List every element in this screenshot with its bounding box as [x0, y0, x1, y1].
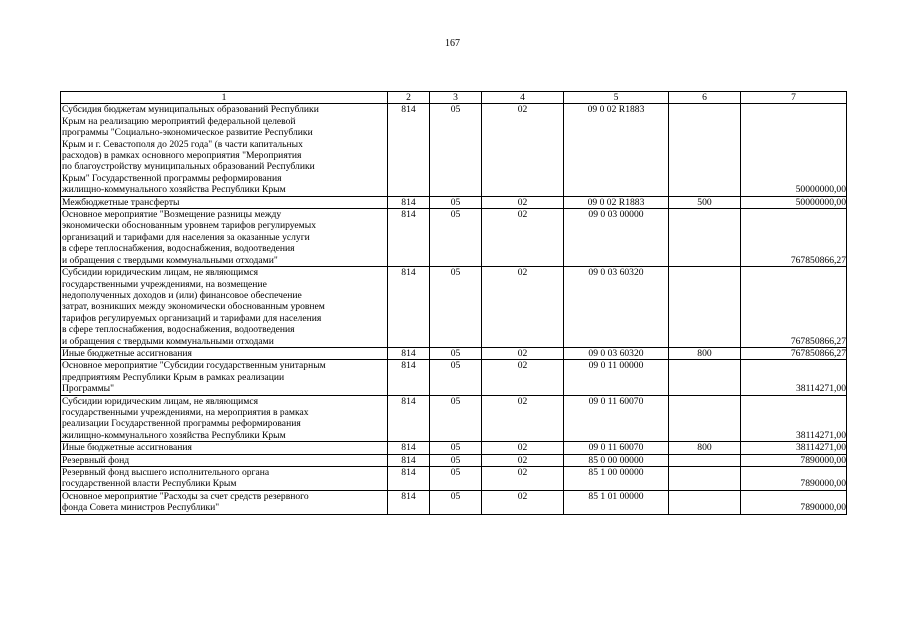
ministry-code-cell: 814: [388, 490, 430, 514]
ministry-code-cell: 814: [388, 104, 430, 196]
target-article-cell: 85 0 00 00000: [564, 454, 669, 466]
expense-type-cell: 500: [669, 196, 741, 208]
target-article-cell: 09 0 11 60070: [564, 395, 669, 442]
expense-name-line: в сфере теплоснабжения, водоснабжения, водоотведения: [62, 324, 295, 336]
expense-name-line: Иные бюджетные ассигнования: [62, 347, 192, 359]
section-code-cell: 05: [430, 104, 482, 196]
expense-name-line: государственными учреждениями, на возмещение: [62, 278, 267, 290]
target-article-cell: 09 0 02 R1883: [564, 196, 669, 208]
expense-type-cell: [669, 454, 741, 466]
subsection-code-cell: 02: [482, 104, 564, 196]
expense-name-line: реализации Государственной программы реформирования: [62, 418, 301, 430]
expense-name-line: программы "Социально-экономическое развитие Республики: [62, 127, 313, 139]
ministry-code-cell: 814: [388, 454, 430, 466]
ministry-code-cell: 814: [388, 347, 430, 359]
expense-name-line: в сфере теплоснабжения, водоснабжения, водоотведения: [62, 243, 295, 255]
amount-cell: 7890000,00: [741, 467, 847, 491]
amount-cell: 38114271,00: [741, 360, 847, 395]
expense-name-line: Резервный фонд: [62, 454, 130, 466]
amount-cell: 767850866,27: [741, 347, 847, 359]
expense-name-line: Крым на реализацию мероприятий федеральной целевой: [62, 115, 296, 127]
ministry-code-cell: 814: [388, 442, 430, 454]
expense-type-cell: 800: [669, 442, 741, 454]
expense-name-line: расходов) в рамках основного мероприятия "Мероприятия: [62, 150, 302, 162]
subsection-code-cell: 02: [482, 454, 564, 466]
table-row: [61, 347, 847, 359]
amount-cell: 50000000,00: [741, 104, 847, 196]
page-number: 167: [445, 38, 460, 49]
ministry-code-cell: 814: [388, 360, 430, 395]
subsection-code-cell: 02: [482, 347, 564, 359]
table-row: [61, 454, 847, 466]
budget-table: [60, 91, 847, 515]
amount-cell: 50000000,00: [741, 196, 847, 208]
amount-cell: 767850866,27: [741, 209, 847, 267]
target-article-cell: 09 0 02 R1883: [564, 104, 669, 196]
expense-type-cell: 800: [669, 347, 741, 359]
section-code-cell: 05: [430, 196, 482, 208]
expense-name-line: Межбюджетные трансферты: [62, 196, 180, 208]
expense-name-line: Основное мероприятие "Субсидии государственным унитарным: [62, 360, 326, 372]
section-code-cell: 05: [430, 209, 482, 267]
table-row: [61, 490, 847, 514]
subsection-code-cell: 02: [482, 467, 564, 491]
table-row: [61, 267, 847, 348]
expense-name-line: и обращения с твердыми коммунальными отходами: [62, 335, 274, 347]
subsection-code-cell: 02: [482, 209, 564, 267]
column-header: 6: [669, 92, 741, 104]
table-row: [61, 104, 847, 196]
table-row: [61, 467, 847, 491]
ministry-code-cell: 814: [388, 267, 430, 348]
expense-type-cell: [669, 267, 741, 348]
expense-type-cell: [669, 360, 741, 395]
column-header: 3: [430, 92, 482, 104]
expense-name-line: государственными учреждениями, на мероприятия в рамках: [62, 406, 309, 418]
section-code-cell: 05: [430, 360, 482, 395]
column-header: 5: [564, 92, 669, 104]
expense-name-line: жилищно-коммунального хозяйства Республики Крым: [62, 184, 286, 196]
amount-cell: 7890000,00: [741, 490, 847, 514]
expense-name-cell: [61, 490, 388, 514]
expense-name-line: государственной власти Республики Крым: [62, 478, 237, 490]
expense-name-line: и обращения с твердыми коммунальными отходами": [62, 254, 278, 266]
expense-type-cell: [669, 490, 741, 514]
column-header: 4: [482, 92, 564, 104]
subsection-code-cell: 02: [482, 490, 564, 514]
expense-name-line: фонда Совета министров Республики": [62, 502, 220, 514]
expense-name-cell: [61, 196, 388, 208]
section-code-cell: 05: [430, 467, 482, 491]
table-row: [61, 360, 847, 395]
ministry-code-cell: 814: [388, 467, 430, 491]
target-article-cell: 09 0 03 00000: [564, 209, 669, 267]
section-code-cell: 05: [430, 454, 482, 466]
target-article-cell: 09 0 03 60320: [564, 267, 669, 348]
amount-cell: 767850866,27: [741, 267, 847, 348]
expense-name-line: жилищно-коммунального хозяйства Республики Крым: [62, 429, 286, 441]
section-code-cell: 05: [430, 490, 482, 514]
expense-name-line: по благоустройству муниципальных образований Республики: [62, 161, 315, 173]
expense-name-line: Программы": [62, 383, 115, 395]
expense-name-cell: [61, 209, 388, 267]
table-row: [61, 442, 847, 454]
amount-cell: 7890000,00: [741, 454, 847, 466]
table-row: [61, 196, 847, 208]
column-header: 2: [388, 92, 430, 104]
expense-name-cell: [61, 442, 388, 454]
section-code-cell: 05: [430, 267, 482, 348]
ministry-code-cell: 814: [388, 395, 430, 442]
amount-cell: 38114271,00: [741, 395, 847, 442]
expense-name-cell: [61, 467, 388, 491]
expense-name-line: Основное мероприятие "Возмещение разницы между: [62, 209, 282, 221]
expense-name-line: Крым и г. Севастополя до 2025 года" (в части капитальных: [62, 138, 303, 150]
expense-name-line: Субсидии юридическим лицам, не являющимся: [62, 267, 259, 279]
header-row: [61, 92, 847, 104]
section-code-cell: 05: [430, 395, 482, 442]
subsection-code-cell: 02: [482, 267, 564, 348]
expense-name-line: экономически обоснованным уровнем тарифов регулируемых: [62, 220, 316, 232]
expense-type-cell: [669, 104, 741, 196]
subsection-code-cell: 02: [482, 442, 564, 454]
subsection-code-cell: 02: [482, 196, 564, 208]
subsection-code-cell: 02: [482, 395, 564, 442]
expense-name-line: затрат, возникших между экономически обоснованным уровнем: [62, 301, 325, 313]
expense-name-line: Субсидия бюджетам муниципальных образований Республики: [62, 104, 319, 116]
ministry-code-cell: 814: [388, 196, 430, 208]
subsection-code-cell: 02: [482, 360, 564, 395]
expense-type-cell: [669, 395, 741, 442]
expense-type-cell: [669, 209, 741, 267]
expense-name-line: организаций и тарифами для населения за оказанные услуги: [62, 231, 310, 243]
expense-name-cell: [61, 347, 388, 359]
expense-name-line: Основное мероприятие "Расходы за счет средств резервного: [62, 490, 309, 502]
target-article-cell: 09 0 11 60070: [564, 442, 669, 454]
expense-name-line: Иные бюджетные ассигнования: [62, 442, 192, 454]
section-code-cell: 05: [430, 347, 482, 359]
expense-name-cell: [61, 395, 388, 442]
expense-name-line: недополученных доходов и (или) финансовое обеспечение: [62, 289, 302, 301]
column-header: 1: [61, 92, 388, 104]
section-code-cell: 05: [430, 442, 482, 454]
expense-name-cell: [61, 104, 388, 196]
target-article-cell: 09 0 11 00000: [564, 360, 669, 395]
expense-type-cell: [669, 467, 741, 491]
ministry-code-cell: 814: [388, 209, 430, 267]
target-article-cell: 85 1 01 00000: [564, 490, 669, 514]
expense-name-line: Резервный фонд высшего исполнительного органа: [62, 467, 270, 478]
expense-name-cell: [61, 360, 388, 395]
expense-name-line: предприятиям Республики Крым в рамках реализации: [62, 371, 285, 383]
expense-name-cell: [61, 454, 388, 466]
column-header: 7: [741, 92, 847, 104]
amount-cell: 38114271,00: [741, 442, 847, 454]
table-row: [61, 209, 847, 267]
expense-name-line: тарифов регулируемых организаций и тарифами для населения: [62, 312, 322, 324]
target-article-cell: 85 1 00 00000: [564, 467, 669, 491]
expense-name-cell: [61, 267, 388, 348]
target-article-cell: 09 0 03 60320: [564, 347, 669, 359]
expense-name-line: Субсидии юридическим лицам, не являющимся: [62, 395, 259, 407]
expense-name-line: Крым" Государственной программы реформирования: [62, 172, 282, 184]
table-row: [61, 395, 847, 442]
